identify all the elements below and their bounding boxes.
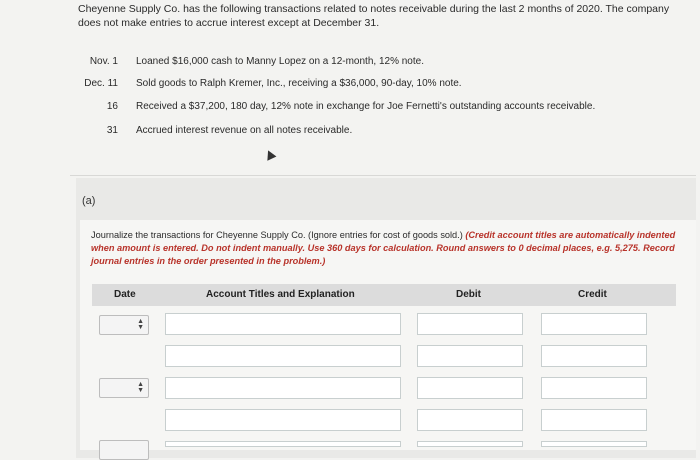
col-account: Account Titles and Explanation [206, 289, 355, 300]
date-select[interactable] [99, 378, 149, 398]
col-debit: Debit [456, 289, 481, 300]
instructions-emphasis: (Credit account titles are automatically indented when amount is entered. Do not indent manually. Use 360 days for calculation. Round answers to 0 decimal places, e.g. 5,275. Record journal entries in the order presented in the problem.) [91, 230, 676, 266]
select-arrows-icon: ▲ ▼ [137, 318, 144, 331]
select-arrows-icon: ▲ ▼ [137, 381, 144, 394]
transaction-date: Dec. 11 [84, 78, 118, 89]
credit-input[interactable] [541, 409, 647, 431]
transaction-date: 16 [106, 101, 118, 112]
account-title-input[interactable] [165, 313, 401, 335]
debit-input[interactable] [417, 409, 523, 431]
date-select[interactable] [99, 315, 149, 335]
debit-input[interactable] [417, 345, 523, 367]
credit-input[interactable] [541, 345, 647, 367]
transaction-date: 31 [106, 125, 118, 136]
instructions-text: Journalize the transactions for Cheyenne Supply Co. (Ignore entries for cost of goods sold.) [91, 230, 463, 240]
part-label: (a) [82, 195, 96, 207]
debit-input[interactable] [417, 441, 523, 447]
journal-table-header [92, 284, 676, 306]
debit-input[interactable] [417, 313, 523, 335]
transaction-date: Nov. 1 [89, 56, 118, 67]
account-title-input[interactable] [165, 345, 401, 367]
intro-text: Cheyenne Supply Co. has the following transactions related to notes receivable during the last 2 months of 2020. The company does not make entries to accrue interest except at December 31. [78, 3, 670, 29]
mouse-cursor-icon [264, 148, 277, 160]
transaction-text: Sold goods to Ralph Kremer, Inc., receiving a $36,000, 90-day, 10% note. [136, 78, 462, 89]
instructions [91, 229, 681, 268]
date-select[interactable] [99, 440, 149, 460]
account-title-input[interactable] [165, 441, 401, 447]
transaction-text: Loaned $16,000 cash to Manny Lopez on a 12-month, 12% note. [136, 56, 424, 67]
transaction-text: Received a $37,200, 180 day, 12% note in exchange for Joe Fernetti's outstanding accounts receivable. [136, 101, 596, 112]
account-title-input[interactable] [165, 377, 401, 399]
debit-input[interactable] [417, 377, 523, 399]
col-date: Date [114, 289, 136, 300]
credit-input[interactable] [541, 313, 647, 335]
account-title-input[interactable] [165, 409, 401, 431]
credit-input[interactable] [541, 441, 647, 447]
col-credit: Credit [578, 289, 607, 300]
transaction-text: Accrued interest revenue on all notes receivable. [136, 125, 353, 136]
credit-input[interactable] [541, 377, 647, 399]
section-divider [70, 175, 696, 176]
